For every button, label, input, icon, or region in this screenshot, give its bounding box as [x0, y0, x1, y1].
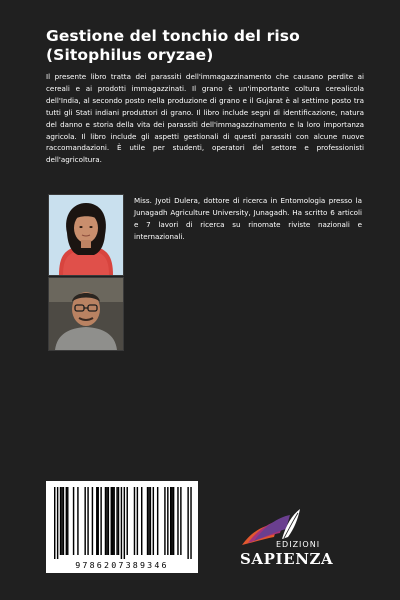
barcode-bar [66, 487, 67, 555]
barcode-bar [148, 487, 149, 555]
barcode-bar [60, 487, 61, 555]
barcode-bar [111, 487, 112, 555]
barcode-bar [96, 487, 97, 555]
barcode-bar [116, 487, 117, 555]
book-description: Il presente libro tratta dei parassiti dell'immagazzinamento che causano perdite ai cereali e ai prodotti immagazzinati. Il grano è un'importante coltura cerealicola dell'India, al secondo posto nella produzione di grano e il Gujarat è al settimo posto tra tutti gli Stati indiani produttori di grano. Il libro include segni di identificazione, natura del danno e storia della vita dei parassiti dell'immagazzinamento e la loro importanza agricola. Il libro include gli aspetti gestionali di questi parassiti con alcune nuove raccomandazioni. È utile per studenti, operatori del settore e professionisti dell'agricoltura. [46, 72, 364, 165]
author-portrait-2-image [49, 278, 123, 350]
isbn-barcode [46, 481, 198, 573]
barcode-bar [134, 487, 135, 555]
barcode-bar [54, 487, 55, 559]
barcode-bar [67, 487, 68, 555]
barcode-bar [141, 487, 142, 555]
barcode-bar [112, 487, 113, 555]
barcode-bar [92, 487, 93, 555]
book-title: Gestione del tonchio del riso (Sitophilus oryzae) [46, 27, 300, 64]
barcode-bar [190, 487, 191, 559]
barcode-bar [124, 487, 125, 559]
barcode-bar [177, 487, 178, 555]
barcode-bar [100, 487, 101, 555]
barcode-bar [87, 487, 88, 555]
barcode-bar [105, 487, 106, 555]
barcode-bar [108, 487, 109, 555]
barcode-bar [147, 487, 148, 555]
barcode-bar [173, 487, 174, 555]
barcode-bar [170, 487, 171, 555]
barcode-bar [153, 487, 154, 555]
barcode-bar [63, 487, 64, 555]
barcode-bar [73, 487, 74, 555]
barcode-bar [180, 487, 181, 555]
publisher-line1: EDIZIONI [276, 540, 321, 549]
barcode-bar [118, 487, 119, 555]
publisher-logo [234, 505, 364, 575]
publisher-line2: SAPIENZA [240, 550, 334, 568]
barcode-bar [106, 487, 107, 555]
barcode-bar [150, 487, 151, 555]
barcode-bar [171, 487, 172, 555]
barcode-bar [84, 487, 85, 555]
barcode-bar [157, 487, 158, 555]
author-portrait-1-image [49, 195, 123, 275]
barcode-bar [187, 487, 188, 559]
author-photo-woman [48, 194, 124, 276]
barcode-bar [164, 487, 165, 555]
barcode-bar [121, 487, 122, 559]
author-bio: Miss. Jyoti Dulera, dottore di ricerca in Entomologia presso la Junagadh Agriculture University, Junagadh. Ha scritto 6 articoli e 7 lavori di ricerca su rinomate riviste nazionali e internazionali. [134, 196, 362, 241]
barcode-bar [57, 487, 58, 559]
barcode-bar [137, 487, 138, 555]
author-photo-man [48, 277, 124, 351]
isbn-number: 9786207389346 [75, 560, 169, 570]
barcode-bar [127, 487, 128, 555]
barcode-bar [61, 487, 62, 555]
barcode-bar [77, 487, 78, 555]
barcode-bar [98, 487, 99, 555]
barcode-bars [46, 481, 198, 561]
barcode-bar [167, 487, 168, 555]
barcode-bar [113, 487, 114, 555]
